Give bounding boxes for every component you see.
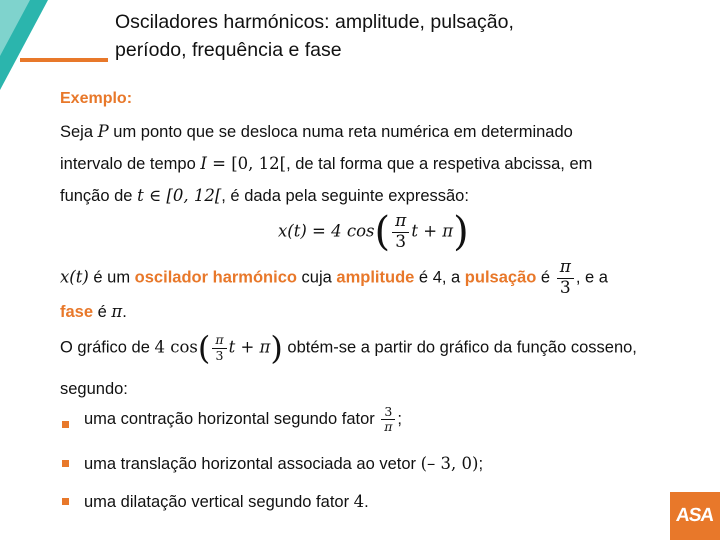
bullet-3-marker — [62, 498, 69, 505]
example-heading: Exemplo: — [60, 90, 133, 107]
paragraph-3-line-2: segundo: — [60, 380, 128, 398]
asa-logo: ASA — [670, 492, 720, 540]
paragraph-1-line-2: intervalo de tempo I = [0, 12[, de tal forma que a respetiva abcissa, em — [60, 154, 593, 173]
page-title — [115, 8, 675, 64]
main-formula: x(t) = 4 cos( $\frac{\pi}{3}$ t + π) — [278, 209, 469, 256]
term-amplitude: amplitude — [336, 268, 415, 287]
corner-decoration — [0, 0, 48, 90]
paragraph-1-line-1: Seja P um ponto que se desloca numa reta numérica em determinado — [60, 122, 573, 141]
title-line-1: Osciladores harmónicos: amplitude, pulsação, — [115, 11, 514, 33]
bullet-2-marker — [62, 460, 69, 467]
bullet-3: uma dilatação vertical segundo fator 4. — [84, 492, 369, 511]
bullet-1: uma contração horizontal segundo fator $\frac{3}{\pi}$ ; — [84, 404, 402, 435]
bullet-1-marker — [62, 421, 69, 428]
paragraph-2-line-2: fase é π. — [60, 302, 127, 321]
term-fase: fase — [60, 303, 94, 321]
term-pulsacao: pulsação — [464, 268, 537, 287]
paragraph-1-line-3: função de t ∈ [0, 12[, é dada pela seguinte expressão: — [60, 186, 469, 205]
title-line-2: período, frequência e fase — [115, 39, 342, 61]
title-underline — [20, 58, 108, 62]
term-oscilador: oscilador harmónico — [134, 268, 297, 287]
paragraph-3-line-1: O gráfico de 4 cos( $\frac{\pi}{3}$ t + π) obtém-se a partir do gráfico da função cosseno, — [60, 329, 637, 367]
bullet-2: uma translação horizontal associada ao vetor (– 3, 0); — [84, 454, 484, 473]
formula-fraction: $\frac{\pi}{3}$ — [392, 212, 409, 252]
paragraph-2-line-1: x(t) é um oscilador harmónico cuja amplitude é 4, a pulsação é $\frac{\pi}{3}$ , e a — [60, 257, 608, 298]
